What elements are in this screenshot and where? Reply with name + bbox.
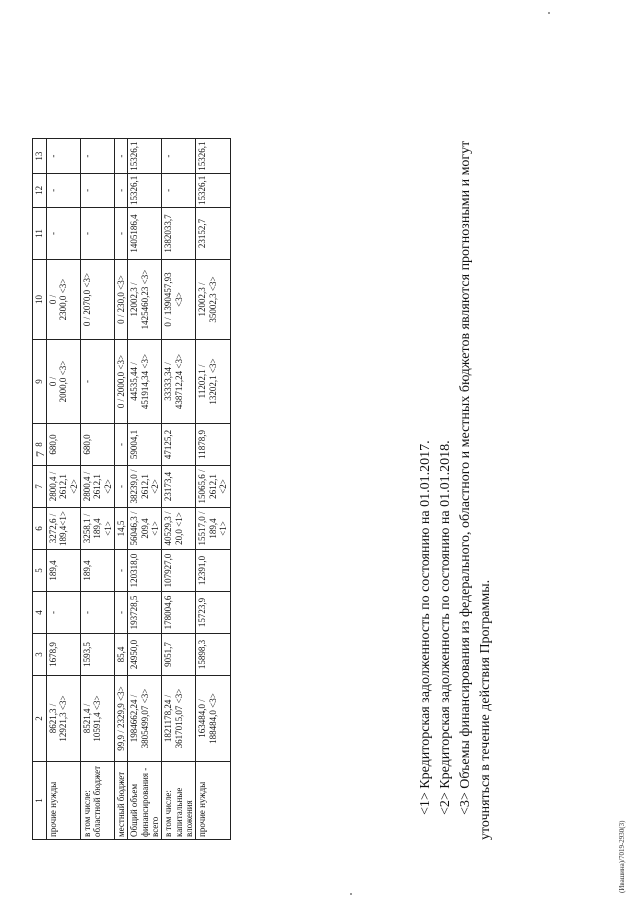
table-cell: - [47,592,81,634]
table-row [115,139,128,840]
table-cell: 12002,3 / 1425460,23 <3> [128,260,162,340]
footnote-3: <3> Объемы финансирования из федерального, областного и местных бюджетов являются прогнозными и могут [458,140,473,815]
table-cell: 15723,9 [196,592,230,634]
table-cell: 15898,3 [196,634,230,676]
table-cell: 24950,0 [128,634,162,676]
table-cell: 15326,1 [196,173,230,207]
table-cell: 8521,4 / 10591,4 <3> [81,676,115,762]
table-cell: 59004,1 [128,424,162,466]
table-cell: - [162,139,196,173]
table-cell: 163484,0 / 188484,0 <3> [196,676,230,762]
table-cell: 12391,0 [196,550,230,592]
table-cell: - [81,173,115,207]
table-cell: 23173,4 [162,466,196,508]
table-row [162,139,196,840]
table-cell: 0 / 2300,0 <3> [47,260,81,340]
table-cell: 23152,7 [196,208,230,260]
table-cell: - [81,208,115,260]
table-cell: 14,5 [115,508,128,550]
table-row [81,139,115,840]
table-cell: 38239,0 / 2612,1 <2> [128,466,162,508]
table-cell: 99,9 / 2329,9 <3> [115,676,128,762]
table-cell: 9051,7 [162,634,196,676]
table-cell: 0 / 2070,0 <3> [81,260,115,340]
footnote-3-continued: уточняться в течение действия Программы. [478,579,493,840]
table-cell: 8621,3 / 12921,3 <3> [47,676,81,762]
footnote-2: <2> Кредиторская задолженность по состоянию на 01.01.2018. [438,440,453,815]
table-cell: 56046,3 / 209,4 <1> [128,508,162,550]
row-label-cell: в том числе: областной бюджет [81,762,115,840]
header-cell: 6 [33,508,47,550]
table-cell: 189,4 [47,550,81,592]
footnote-1: <1> Кредиторская задолженность по состоянию на 01.01.2017. [418,440,433,815]
header-cell: 12 [33,173,47,207]
table-cell: - [47,208,81,260]
table-cell: 85,4 [115,634,128,676]
header-row [33,139,47,840]
table-cell: - [115,466,128,508]
table-cell: 1984662,24 / 3805499,07 <3> [128,676,162,762]
table-cell: 15517,0 / 189,4 <1> [196,508,230,550]
table-cell: 40529,3 / 20,0 <1> [162,508,196,550]
table-cell: 107927,0 [162,550,196,592]
table-cell: 15326,1 [128,173,162,207]
row-label-cell: в том числе: капитальные вложения [162,762,196,840]
table-cell: 0 / 1390457,93 <3> [162,260,196,340]
row-label-cell: местный бюджет [115,762,128,840]
table-cell: 0 / 230,0 <3> [115,260,128,340]
table-cell: 12002,3 / 35002,3 <3> [196,260,230,340]
row-label-cell: прочие нужды [47,762,81,840]
table-cell: - [115,208,128,260]
table-cell: 3258,1 / 189,4 <1> [81,508,115,550]
table-cell: - [115,424,128,466]
table-body [33,139,231,840]
header-cell: 1 [33,762,47,840]
table-cell: - [115,592,128,634]
header-cell: 5 [33,550,47,592]
document-stamp: (Ивашина)/7019-2930(3) [618,820,626,893]
table-cell: 1593,5 [81,634,115,676]
table-cell: 33333,34 / 438712,24 <3> [162,340,196,424]
table-cell: - [81,139,115,173]
table-cell: 47125,2 [162,424,196,466]
header-cell: 7 [33,466,47,508]
row-label-cell: прочие нужды [196,762,230,840]
table-cell: 193728,5 [128,592,162,634]
table-cell: 1821178,24 / 3617015,07 <3> [162,676,196,762]
table-cell: 189,4 [81,550,115,592]
table-cell: - [47,139,81,173]
table-cell: 680,0 [81,424,115,466]
table-cell: 15065,6 / 2612,1 <2> [196,466,230,508]
table-cell: 15326,1 [196,139,230,173]
table-cell: 2800,4 / 2612,1 <2> [47,466,81,508]
table-cell: - [115,550,128,592]
table-cell: - [81,592,115,634]
table-cell: 120318,0 [128,550,162,592]
table-row [47,139,81,840]
table-cell: 0 / 2000,0 <3> [47,340,81,424]
header-cell: 4 [33,592,47,634]
table-row [128,139,162,840]
table-cell: - [162,173,196,207]
table-cell: 3272,6 / 189,4<1> [47,508,81,550]
page-number: 7 [33,451,47,457]
table-cell: 11202,1 / 13202,1 <3> [196,340,230,424]
scan-speck [350,893,352,895]
header-cell: 9 [33,340,47,424]
table-cell: 1405186,4 [128,208,162,260]
table-cell: 178004,6 [162,592,196,634]
table-cell: - [47,173,81,207]
table-cell: - [115,173,128,207]
header-cell: 2 [33,676,47,762]
table-cell: - [81,340,115,424]
table-cell: 15326,1 [128,139,162,173]
table-cell: 0 / 2000,0 <3> [115,340,128,424]
header-cell: 3 [33,634,47,676]
table-cell: 1678,9 [47,634,81,676]
header-cell: 10 [33,260,47,340]
scan-speck [548,12,550,14]
header-cell: 8 [33,424,47,466]
table-cell: 44535,44 / 451914,34 <3> [128,340,162,424]
table-cell: 2800,4 / 2612,1 <2> [81,466,115,508]
table-cell: 11878,9 [196,424,230,466]
table-row [196,139,230,840]
table-cell: 680,0 [47,424,81,466]
row-label-cell: Общий объем финансирования - всего [128,762,162,840]
table-cell: - [115,139,128,173]
financing-table [32,139,231,841]
header-cell: 11 [33,208,47,260]
header-cell: 13 [33,139,47,173]
table-cell: 1382033,7 [162,208,196,260]
